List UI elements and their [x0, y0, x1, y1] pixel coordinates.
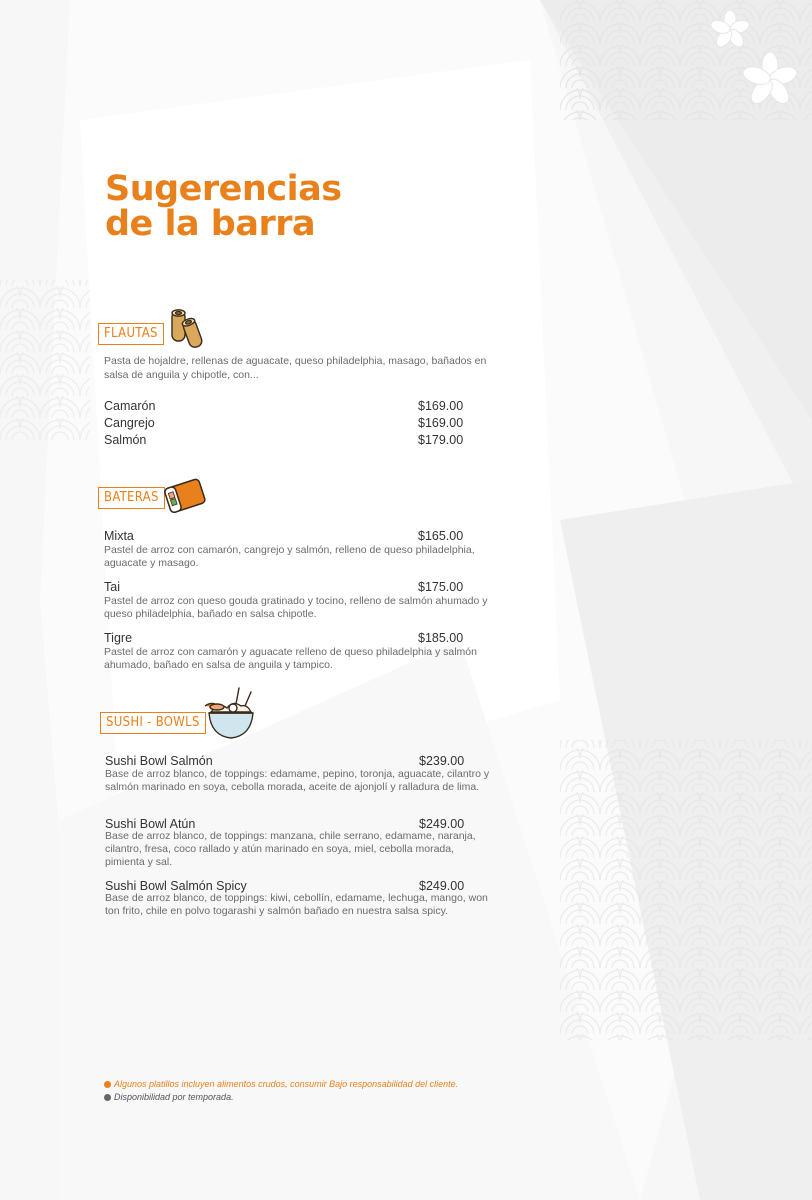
section-label-bateras: BATERAS [98, 487, 165, 509]
section-label-bowls: SUSHI - BOWLS [100, 712, 206, 734]
bateras-item-price: $185.00 [418, 631, 464, 645]
section-label-flautas: FLAUTAS [98, 323, 164, 345]
page-title [105, 169, 342, 244]
flautas-item-price: $179.00 [418, 433, 464, 447]
bowls-item-description: Base de arroz blanco, de toppings: manzana, chile serrano, edamame, naranja, cilantro, fresa, coco rallado y atún marinado en soya, miel, cebolla morada, pimienta y sal. [105, 830, 476, 868]
bowls-item-description: Base de arroz blanco, de toppings: edamame, pepino, toronja, aguacate, cilantro y salmón marinado en soya, cebolla morada, aceite de ajonjolí y ralladura de lima. [105, 768, 490, 793]
bowls-item-price: $249.00 [419, 879, 465, 893]
flautas-item-name: Cangrejo [104, 416, 155, 430]
bateras-item-price: $175.00 [418, 580, 464, 594]
page-title-line1: Sugerencias [105, 169, 342, 209]
note-raw-food [104, 1078, 458, 1090]
bowls-item-price: $249.00 [419, 817, 465, 831]
flautas-item-name: Camarón [104, 399, 156, 413]
sushi-roll-icon [164, 476, 208, 516]
bateras-item-name: Tigre [104, 631, 133, 645]
bateras-item-name: Tai [104, 580, 120, 594]
note-availability [104, 1091, 234, 1103]
bateras-item-name: Mixta [104, 529, 134, 543]
flautas-item-price: $169.00 [418, 399, 464, 413]
bateras-item-price: $165.00 [418, 529, 464, 543]
sushi-bowl-chopsticks-icon [203, 686, 259, 742]
flautas-item-name: Salmón [104, 433, 147, 447]
bowls-item-description: Base de arroz blanco, de toppings: kiwi, cebollín, edamame, lechuga, mango, won ton frito, chile en polvo togarashi y salmón bañado en nuestra salsa spicy. [105, 892, 488, 917]
flautas-item-price: $169.00 [418, 416, 464, 430]
bowls-item-name: Sushi Bowl Salmón [105, 754, 213, 768]
bowls-item-name: Sushi Bowl Atún [105, 817, 196, 831]
flautas-description: Pasta de hojaldre, rellenas de aguacate, queso philadelphia, masago, bañados en salsa de anguila y chipotle, con... [104, 355, 487, 381]
bateras-item-description: Pastel de arroz con camarón, cangrejo y salmón, relleno de queso philadelphia, aguacate y masago. [104, 544, 475, 569]
bullet-dot-icon [104, 1094, 111, 1101]
bowls-item-name: Sushi Bowl Salmón Spicy [105, 879, 247, 893]
bullet-dot-icon [104, 1081, 111, 1088]
bateras-item-description: Pastel de arroz con queso gouda gratinado y tocino, relleno de salmón ahumado y queso philadelphia, bañado en salsa chipotle. [104, 595, 488, 620]
rolled-flauta-icon [164, 307, 208, 349]
page-title-line2: de la barra [105, 204, 316, 244]
note-text: Algunos platillos incluyen alimentos crudos, consumir Bajo responsabilidad del cliente. [114, 1079, 459, 1089]
note-text: Disponibilidad por temporada. [114, 1092, 234, 1102]
bateras-item-description: Pastel de arroz con camarón y aguacate relleno de queso philadelphia y salmón ahumado, bañado en salsa de anguila y tampico. [104, 646, 477, 671]
bowls-item-price: $239.00 [419, 754, 465, 768]
